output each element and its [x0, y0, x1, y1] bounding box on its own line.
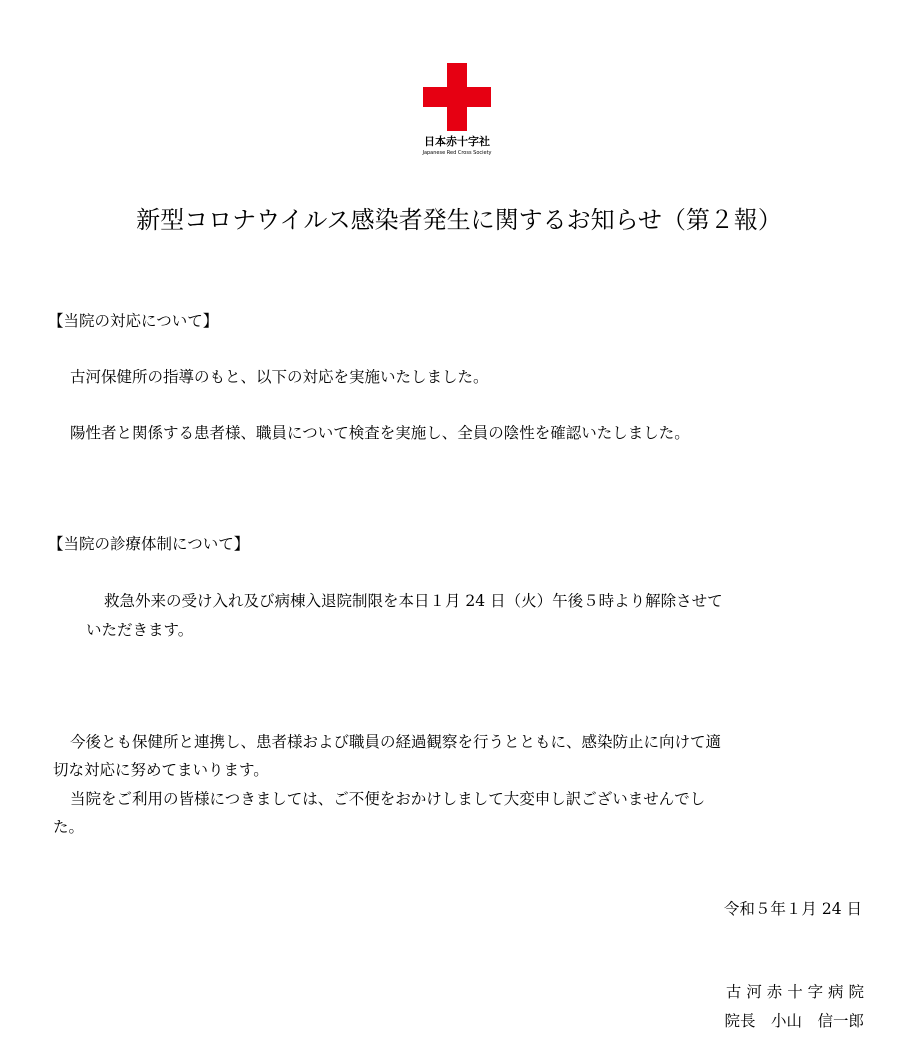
red-cross-icon: [423, 63, 491, 131]
care-line-2: いただきます。: [86, 621, 194, 639]
closing-line-1: 今後とも保健所と連携し、患者様および職員の経過観察を行うとともに、感染防止に向けて適: [70, 733, 722, 751]
care-line-1: 救急外来の受け入れ及び病棟入退院制限を本日１月 24 日（火）午後５時より解除させて: [104, 592, 723, 610]
closing-line-3: 当院をご利用の皆様につきましては、ご不便をおかけしまして大変申し訳ございませんでし: [70, 790, 706, 808]
notice-date: 令和５年１月 24 日: [723, 900, 862, 918]
red-cross-logo: [417, 60, 497, 160]
section-heading-response: 【当院の対応について】: [48, 312, 219, 330]
director-name: 院長 小山 信一郎: [724, 1012, 864, 1030]
page-title: 新型コロナウイルス感染者発生に関するお知らせ（第２報）: [136, 206, 782, 234]
response-line-1: 古河保健所の指導のもと、以下の対応を実施いたしました。: [70, 368, 489, 386]
section-heading-care: 【当院の診療体制について】: [48, 535, 250, 553]
logo-jp-name: 日本赤十字社: [424, 135, 490, 148]
hospital-name: 古 河 赤 十 字 病 院: [725, 983, 864, 1001]
closing-line-4: た。: [53, 818, 85, 836]
response-line-2: 陽性者と関係する患者様、職員について検査を実施し、全員の陰性を確認いたしました。: [70, 424, 690, 442]
closing-line-2: 切な対応に努めてまいります。: [53, 761, 269, 779]
logo-en-name: Japanese Red Cross Society: [422, 150, 492, 156]
